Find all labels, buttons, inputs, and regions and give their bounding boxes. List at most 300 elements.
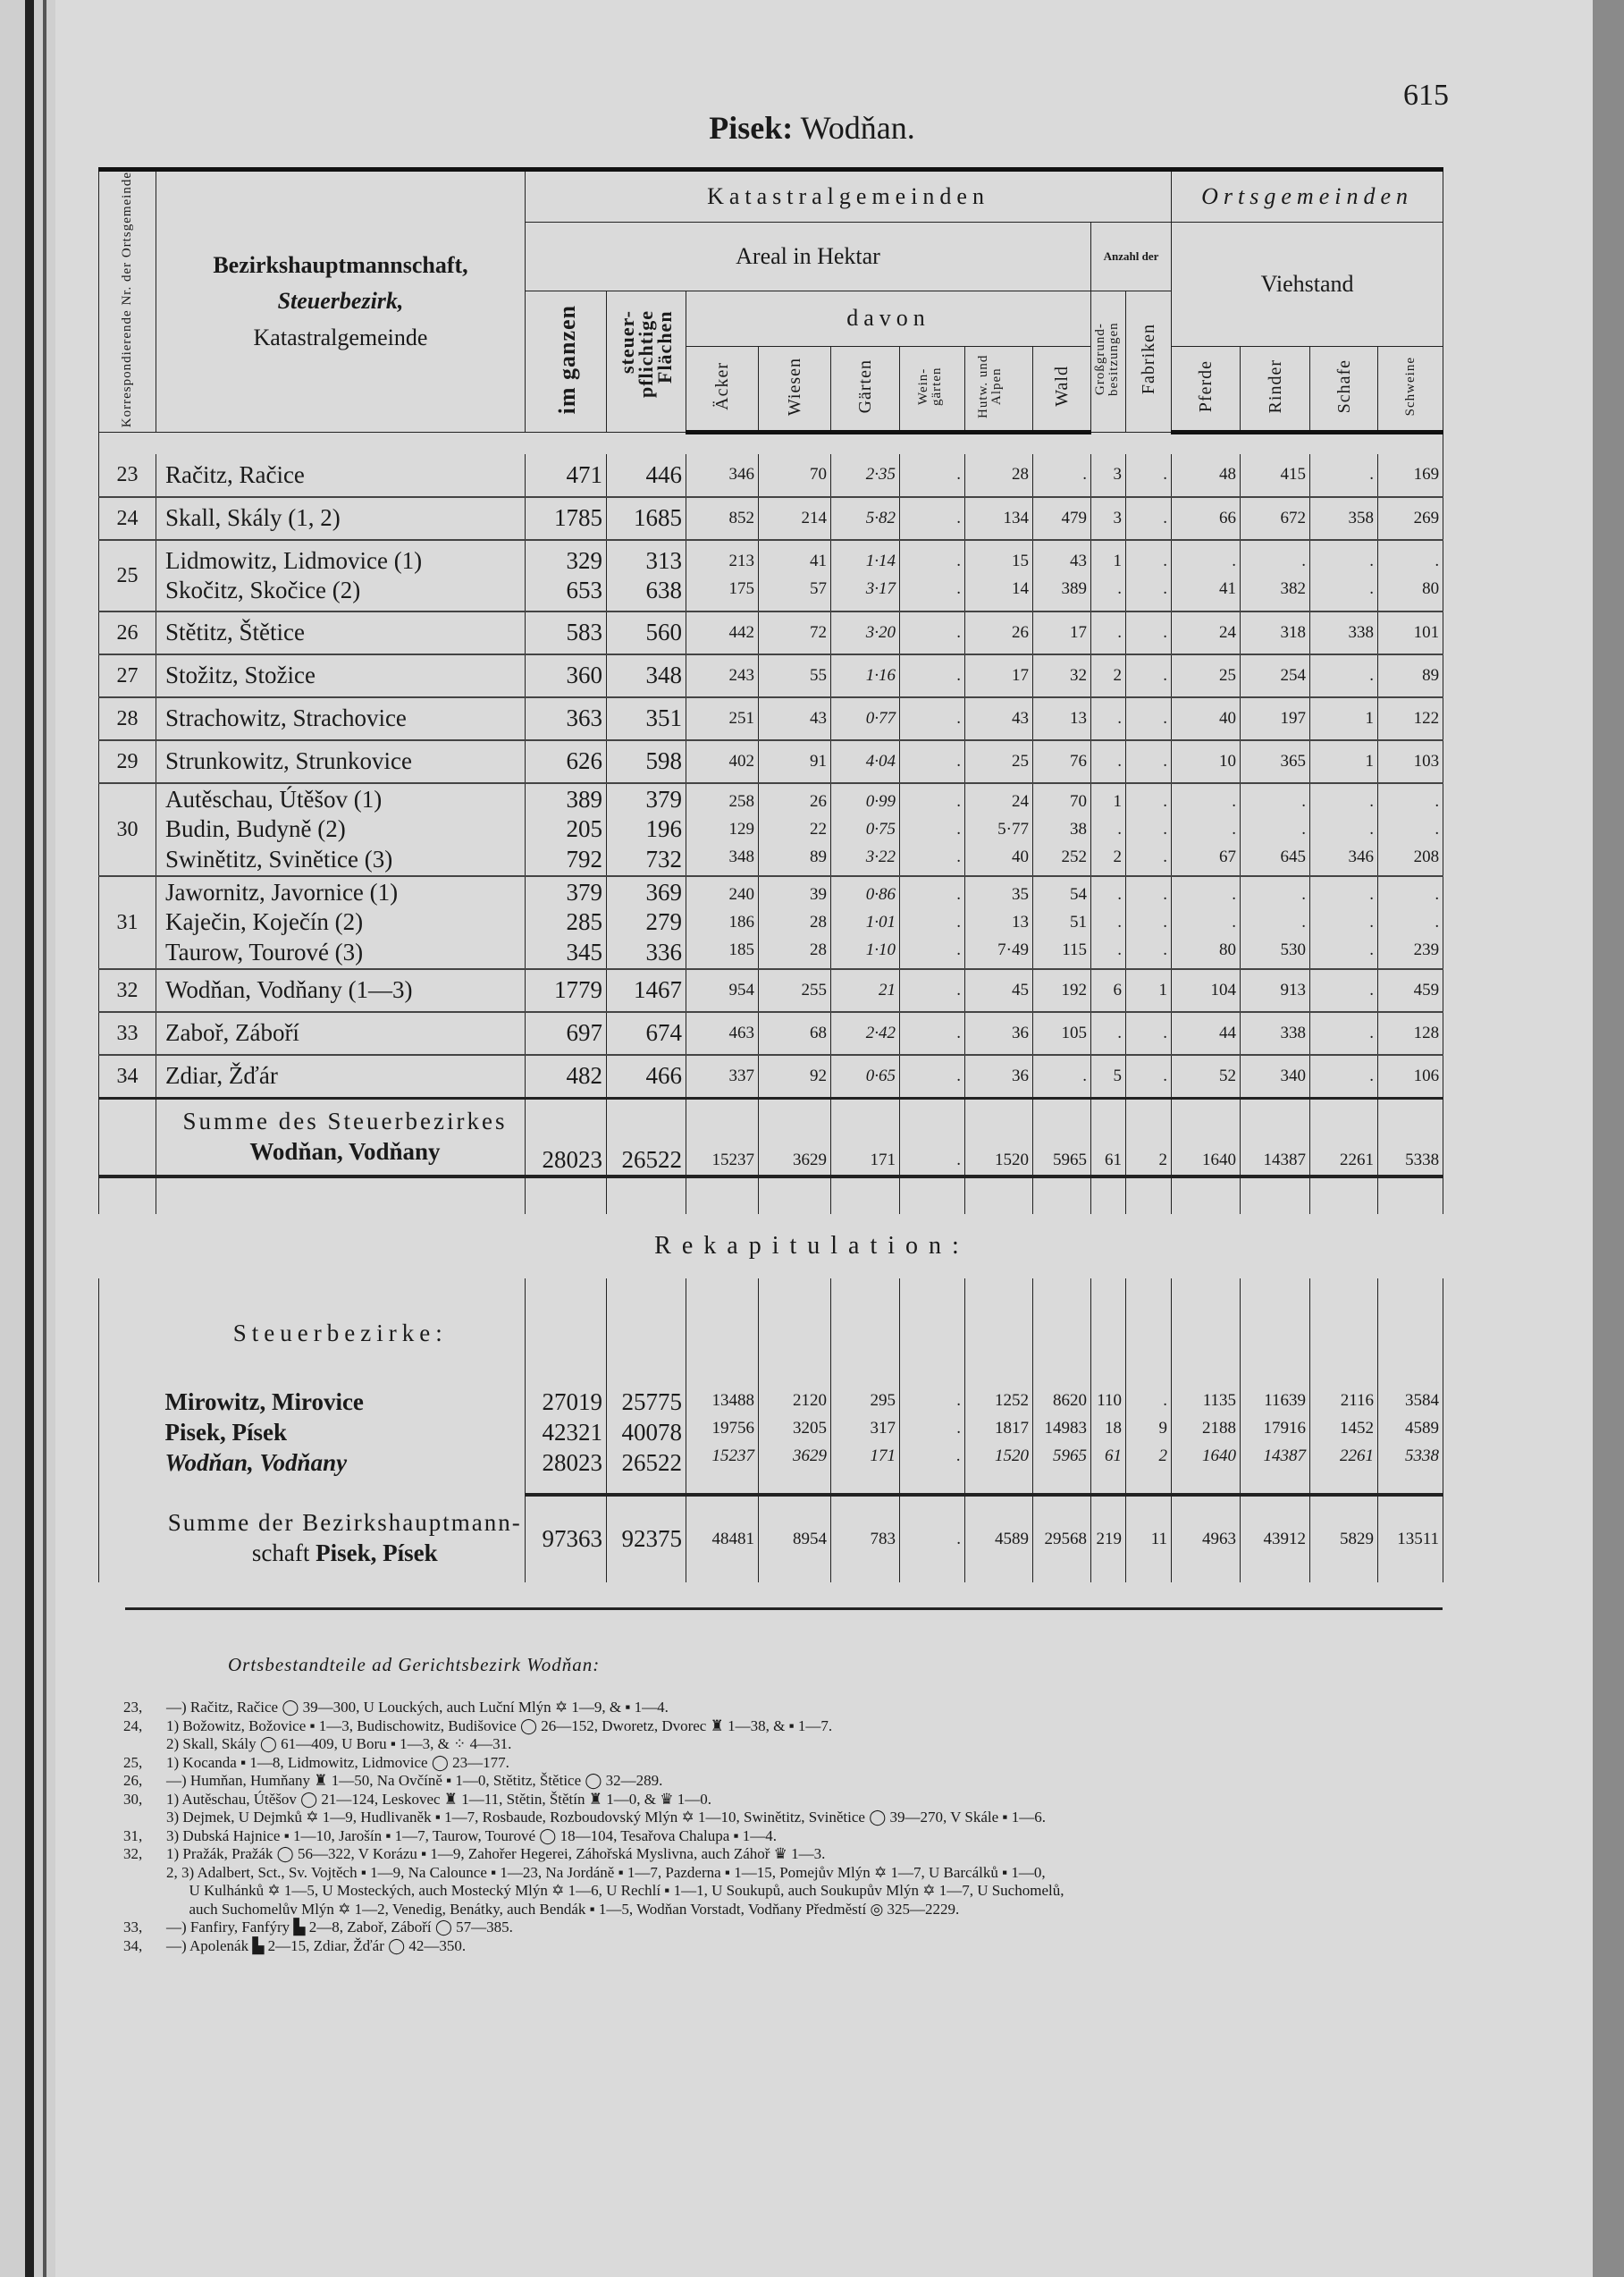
cell-wald [1033, 876, 1091, 969]
cell-fabriken [1126, 1098, 1172, 1176]
cell-rinder [1241, 740, 1310, 783]
recap-value-hutweiden: 1817 [995, 1418, 1029, 1438]
value-gaerten: 0·86 [865, 884, 896, 904]
cell-weingaerten [900, 654, 965, 697]
cell-weingaerten [900, 969, 965, 1012]
value-hutweiden: 45 [1012, 980, 1029, 999]
value-wiesen: 55 [810, 665, 827, 685]
recap-cell-wiesen [759, 1387, 831, 1495]
value-im-ganzen: 1779 [554, 976, 602, 1004]
recap-value-aecker: 13488 [711, 1391, 754, 1410]
value-grossgrund: . [1117, 622, 1122, 642]
footnote-text: —) Humňan, Humňany ♜ 1—50, Na Ovčíně ▪ 1—0, Stětitz, Štětice ◯ 32—289. [166, 1772, 663, 1789]
cell-gaerten [831, 654, 900, 697]
header-viehstand: Viehstand [1172, 223, 1443, 347]
value-wiesen: 92 [810, 1066, 827, 1085]
cell-fabriken [1126, 783, 1172, 876]
value-gaerten: 21 [879, 980, 896, 999]
cell-pferde [1172, 876, 1241, 969]
footnote-line [123, 1827, 777, 1845]
footnote-line [123, 1809, 1046, 1826]
value-schweine: . [1435, 912, 1440, 932]
value-pferde: 25 [1219, 665, 1237, 685]
recap-cell-pferde [1172, 1387, 1241, 1495]
cell-steuerpflichtig [607, 783, 686, 876]
cell-steuerpflichtig [607, 454, 686, 497]
value-schafe: . [1369, 579, 1375, 599]
recap-value-weingaerten: . [956, 1418, 961, 1438]
recap-summary-value-grossgrund: 219 [1096, 1529, 1122, 1548]
value-rinder: . [1301, 552, 1307, 571]
cell-steuerpflichtig [607, 1055, 686, 1098]
row-name-cell [156, 969, 526, 1012]
cell-schafe [1310, 697, 1378, 740]
value-steuerpflichtig: 466 [645, 1062, 682, 1090]
value-gaerten: 1·01 [865, 912, 896, 932]
cell-aecker [686, 454, 759, 497]
value-schweine: 101 [1413, 622, 1440, 642]
recap-value-schweine: 4589 [1405, 1418, 1439, 1438]
cell-schafe [1310, 1012, 1378, 1055]
cell-hutweiden [965, 540, 1033, 611]
cell-schweine [1378, 540, 1443, 611]
cell-rinder [1241, 1055, 1310, 1098]
value-fabriken: . [1163, 847, 1168, 866]
value-wiesen: 70 [810, 465, 827, 485]
katastralgemeinde-name: Budin, Budyně (2) [165, 815, 346, 843]
value-gaerten: 2·42 [865, 1023, 896, 1042]
cell-im-ganzen [526, 1012, 607, 1055]
recap-summary-value-schafe: 5829 [1340, 1529, 1374, 1548]
recap-cell-steuerpflichtig [607, 1387, 686, 1495]
cell-grossgrund [1091, 654, 1126, 697]
footnote-line [123, 1791, 711, 1809]
page-title [0, 109, 1624, 147]
recap-cell-schweine [1378, 1387, 1443, 1495]
cell-fabriken [1126, 876, 1172, 969]
cell-aecker [686, 654, 759, 697]
value-grossgrund: 3 [1113, 508, 1122, 527]
header-col-schweine: Schweine [1378, 347, 1443, 433]
value-steuerpflichtig: 196 [645, 815, 682, 843]
value-aecker: 346 [728, 465, 754, 485]
value-aecker: 129 [728, 819, 754, 839]
value-aecker: 251 [728, 708, 754, 728]
row-name-cell [156, 1055, 526, 1098]
row-name-cell [156, 783, 526, 876]
recap-value-rinder: 14387 [1263, 1446, 1306, 1465]
value-im-ganzen: 363 [566, 704, 602, 732]
cell-im-ganzen [526, 611, 607, 654]
cell-weingaerten [900, 454, 965, 497]
value-pferde: 10 [1219, 751, 1237, 771]
value-wald: 192 [1061, 980, 1087, 999]
value-fabriken: . [1163, 622, 1168, 642]
cell-weingaerten [900, 876, 965, 969]
footnote-line [123, 1864, 1046, 1882]
value-grossgrund: 3 [1113, 465, 1122, 485]
value-gaerten: 0·77 [865, 708, 896, 728]
recap-summary-value-schweine: 13511 [1397, 1529, 1439, 1548]
recap-value-gaerten: 317 [870, 1418, 896, 1438]
cell-im-ganzen [526, 969, 607, 1012]
cell-rinder [1241, 783, 1310, 876]
value-gaerten: 1·16 [865, 665, 896, 685]
cell-steuerpflichtig [607, 540, 686, 611]
value-rinder: 338 [1280, 1023, 1307, 1042]
recap-summary-cell-aecker [686, 1495, 759, 1582]
recap-summary-cell-weingaerten [900, 1495, 965, 1582]
value-fabriken: . [1163, 708, 1168, 728]
value-gaerten: 1·10 [865, 940, 896, 959]
recap-value-hutweiden: 1252 [995, 1391, 1029, 1410]
cell-gaerten [831, 497, 900, 540]
recap-summary-value-pferde: 4963 [1202, 1529, 1236, 1548]
value-fabriken: 2 [1158, 1151, 1168, 1170]
value-rinder: 645 [1280, 847, 1307, 866]
value-schweine: 80 [1422, 579, 1440, 599]
value-wiesen: 89 [810, 847, 827, 866]
footnote-text: 3) Dubská Hajnice ▪ 1—10, Jarošín ▪ 1—7, Taurow, Tourové ◯ 18—104, Tesařova Chalupa ▪ 1—4. [166, 1826, 778, 1844]
recap-cell-aecker [686, 1387, 759, 1495]
recap-value-schafe: 2261 [1340, 1446, 1374, 1465]
value-fabriken: . [1163, 508, 1168, 527]
value-pferde: 104 [1210, 980, 1237, 999]
cell-steuerpflichtig [607, 1012, 686, 1055]
cell-im-ganzen [526, 497, 607, 540]
cell-grossgrund [1091, 1055, 1126, 1098]
cell-grossgrund [1091, 1012, 1126, 1055]
value-im-ganzen: 345 [566, 939, 602, 966]
value-grossgrund: 61 [1105, 1151, 1122, 1170]
cell-wald [1033, 540, 1091, 611]
value-pferde: 24 [1219, 622, 1237, 642]
cell-rinder [1241, 654, 1310, 697]
cell-wiesen [759, 740, 831, 783]
cell-wald [1033, 740, 1091, 783]
value-wald: 43 [1070, 552, 1087, 571]
recap-rows [99, 1387, 1443, 1495]
recap-summary-value-rinder: 43912 [1263, 1529, 1306, 1548]
recap-value-hutweiden: 1520 [995, 1446, 1029, 1465]
recap-summary-cell-wiesen [759, 1495, 831, 1582]
value-im-ganzen: 379 [566, 878, 602, 906]
recap-summary-cell-im-ganzen [526, 1495, 607, 1582]
recap-cell-gaerten [831, 1387, 900, 1495]
cell-grossgrund [1091, 1098, 1126, 1176]
value-steuerpflichtig: 369 [645, 878, 682, 906]
cell-gaerten [831, 540, 900, 611]
value-schweine: . [1435, 552, 1440, 571]
footnote-number: 23, [123, 1699, 143, 1716]
value-im-ganzen: 1785 [554, 504, 602, 532]
value-wiesen: 72 [810, 622, 827, 642]
header-anzahl: Anzahl der [1091, 223, 1172, 291]
value-rinder: 318 [1280, 622, 1307, 642]
recap-cell-wald [1033, 1387, 1091, 1495]
value-pferde: 41 [1219, 579, 1237, 599]
value-weingaerten: . [956, 1023, 961, 1042]
value-wald: 115 [1062, 940, 1087, 959]
cell-schafe [1310, 783, 1378, 876]
footnote-line [123, 1901, 959, 1919]
cell-pferde [1172, 497, 1241, 540]
row-name-cell [156, 540, 526, 611]
footnote-line [123, 1717, 832, 1735]
value-im-ganzen: 626 [566, 747, 602, 775]
row-name-cell [156, 654, 526, 697]
cell-grossgrund [1091, 876, 1126, 969]
row-number: 26 [99, 611, 156, 654]
table-row [99, 1055, 1443, 1098]
cell-rinder [1241, 1098, 1310, 1176]
cell-wiesen [759, 876, 831, 969]
cell-hutweiden [965, 454, 1033, 497]
cell-wiesen [759, 497, 831, 540]
value-grossgrund: . [1117, 1023, 1122, 1042]
cell-pferde [1172, 454, 1241, 497]
recap-cell-fabriken [1126, 1387, 1172, 1495]
recap-summary-cell-rinder [1241, 1495, 1310, 1582]
value-hutweiden: 28 [1012, 465, 1029, 485]
value-steuerpflichtig: 560 [645, 619, 682, 646]
summary-label-line1: Summe des Steuerbezirkes [182, 1108, 508, 1135]
value-im-ganzen: 28023 [542, 1145, 602, 1173]
value-grossgrund: . [1117, 751, 1122, 771]
recap-summary-value-steuerpflichtig: 92375 [621, 1525, 682, 1553]
katastralgemeinde-name: Swinětitz, Svinětice (3) [165, 846, 393, 873]
value-wiesen: 22 [810, 819, 827, 839]
header-name: Bezirkshauptmannschaft, Steuerbezirk, Katastralgemeinde [156, 170, 526, 433]
value-fabriken: . [1163, 791, 1168, 811]
value-gaerten: 4·04 [865, 751, 896, 771]
value-grossgrund: 1 [1113, 791, 1122, 811]
value-schafe: . [1369, 465, 1375, 485]
value-aecker: 15237 [711, 1151, 754, 1170]
table-row [99, 540, 1443, 611]
cell-rinder [1241, 611, 1310, 654]
header-col-grossgrund: Großgrund-besitzungen [1091, 291, 1126, 433]
cell-wiesen [759, 1098, 831, 1176]
cell-fabriken [1126, 1012, 1172, 1055]
value-weingaerten: . [956, 622, 961, 642]
value-hutweiden: 36 [1012, 1066, 1029, 1085]
value-grossgrund: 1 [1113, 552, 1122, 571]
value-schafe: . [1369, 884, 1375, 904]
footnote-number: 33, [123, 1919, 143, 1935]
cell-steuerpflichtig [607, 654, 686, 697]
value-gaerten: 171 [870, 1151, 896, 1170]
value-weingaerten: . [956, 1151, 961, 1170]
value-schafe: . [1369, 940, 1375, 959]
footnote-line [123, 1937, 466, 1955]
cell-pferde [1172, 1012, 1241, 1055]
value-weingaerten: . [956, 579, 961, 599]
value-wiesen: 28 [810, 940, 827, 959]
row-number: 29 [99, 740, 156, 783]
cell-steuerpflichtig [607, 876, 686, 969]
table-row [99, 876, 1443, 969]
cell-schweine [1378, 611, 1443, 654]
value-wald: 389 [1061, 579, 1087, 599]
value-rinder: 365 [1280, 751, 1307, 771]
row-number: 27 [99, 654, 156, 697]
katastralgemeinde-name: Zaboř, Záboří [165, 1019, 299, 1047]
row-name-cell [156, 876, 526, 969]
value-pferde: . [1232, 884, 1237, 904]
value-schafe: . [1369, 1066, 1375, 1085]
value-wald: 479 [1061, 508, 1087, 527]
value-weingaerten: . [956, 751, 961, 771]
value-schafe: . [1369, 665, 1375, 685]
cell-gaerten [831, 454, 900, 497]
cell-wald [1033, 783, 1091, 876]
cell-rinder [1241, 454, 1310, 497]
cell-schafe [1310, 540, 1378, 611]
footnote-number: 32, [123, 1845, 143, 1862]
value-aecker: 402 [728, 751, 754, 771]
cell-schweine [1378, 740, 1443, 783]
recap-summary-value-fabriken: 11 [1150, 1529, 1167, 1548]
value-schweine: 89 [1422, 665, 1440, 685]
katastralgemeinde-name: Autěschau, Útěšov (1) [165, 785, 383, 813]
recap-value-grossgrund: 61 [1105, 1446, 1122, 1465]
value-pferde: 67 [1219, 847, 1237, 866]
cell-weingaerten [900, 497, 965, 540]
cell-wiesen [759, 611, 831, 654]
cell-hutweiden [965, 1012, 1033, 1055]
cell-wald [1033, 454, 1091, 497]
recap-value-im-ganzen: 42321 [542, 1418, 602, 1446]
katastralgemeinde-name: Wodňan, Vodňany (1—3) [165, 976, 413, 1004]
value-grossgrund: 2 [1113, 847, 1122, 866]
value-im-ganzen: 471 [566, 460, 602, 488]
value-schweine: 103 [1413, 751, 1440, 771]
value-schafe: 346 [1348, 847, 1375, 866]
footnote-text: 2) Skall, Skály ◯ 61—409, U Boru ▪ 1—3, & ⁘ 4—31. [166, 1735, 512, 1752]
recap-value-wald: 5965 [1053, 1446, 1087, 1465]
table-bottom-rule [125, 1607, 1443, 1610]
recap-value-rinder: 11639 [1264, 1391, 1306, 1410]
header-col-wiesen: Wiesen [759, 347, 831, 433]
cell-steuerpflichtig [607, 969, 686, 1012]
value-gaerten: 5·82 [865, 508, 896, 527]
value-wald: . [1082, 465, 1087, 485]
value-aecker: 337 [728, 1066, 754, 1085]
table-row [99, 611, 1443, 654]
recap-summary-cell-schafe [1310, 1495, 1378, 1582]
cell-gaerten [831, 876, 900, 969]
recap-value-gaerten: 295 [870, 1391, 896, 1410]
steuerbezirke-label: Steuerbezirke: [156, 1278, 526, 1387]
value-gaerten: 0·65 [865, 1066, 896, 1085]
value-schweine: 128 [1413, 1023, 1440, 1042]
value-steuerpflichtig: 351 [645, 704, 682, 732]
cell-wiesen [759, 1055, 831, 1098]
scan-binding-edge [25, 0, 34, 2277]
value-steuerpflichtig: 379 [645, 785, 682, 813]
row-name-cell [156, 1012, 526, 1055]
value-hutweiden: 14 [1012, 579, 1029, 599]
table-row [99, 454, 1443, 497]
value-aecker: 852 [728, 508, 754, 527]
value-im-ganzen: 205 [566, 815, 602, 843]
cell-schafe [1310, 611, 1378, 654]
value-schafe: 2261 [1340, 1151, 1375, 1170]
value-wiesen: 255 [801, 980, 827, 999]
recap-summary-value-wiesen: 8954 [793, 1529, 827, 1548]
recap-value-schafe: 2116 [1340, 1391, 1374, 1410]
spacer-row [99, 1176, 1443, 1214]
cell-weingaerten [900, 540, 965, 611]
value-grossgrund: . [1117, 819, 1122, 839]
cell-grossgrund [1091, 611, 1126, 654]
value-pferde: . [1232, 819, 1237, 839]
cell-schweine [1378, 497, 1443, 540]
cell-aecker [686, 497, 759, 540]
cell-wald [1033, 1055, 1091, 1098]
row-number: 33 [99, 1012, 156, 1055]
cell-gaerten [831, 969, 900, 1012]
value-hutweiden: 1520 [995, 1151, 1029, 1170]
value-weingaerten: . [956, 847, 961, 866]
value-wald: 54 [1070, 884, 1087, 904]
value-steuerpflichtig: 1685 [634, 504, 682, 532]
row-name-cell [156, 740, 526, 783]
recap-cell-weingaerten [900, 1387, 965, 1495]
cell-pferde [1172, 740, 1241, 783]
value-gaerten: 3·22 [865, 847, 896, 866]
value-aecker: 213 [728, 552, 754, 571]
value-schweine: 208 [1413, 847, 1440, 866]
table-row [99, 783, 1443, 876]
value-gaerten: 2·35 [865, 465, 896, 485]
recap-value-aecker: 19756 [711, 1418, 754, 1438]
recap-value-weingaerten: . [956, 1391, 961, 1410]
row-number: 25 [99, 540, 156, 611]
value-wiesen: 26 [810, 791, 827, 811]
cell-hutweiden [965, 654, 1033, 697]
footnote-text: 1) Božowitz, Božovice ▪ 1—3, Budischowitz, Budišovice ◯ 26—152, Dworetz, Dvorec ♜ 1—38, & ▪ 1—7. [166, 1716, 833, 1734]
cell-gaerten [831, 783, 900, 876]
value-gaerten: 0·99 [865, 791, 896, 811]
value-schweine: . [1435, 791, 1440, 811]
cell-wiesen [759, 654, 831, 697]
cell-weingaerten [900, 611, 965, 654]
cell-steuerpflichtig [607, 497, 686, 540]
cell-hutweiden [965, 783, 1033, 876]
cell-im-ganzen [526, 697, 607, 740]
value-hutweiden: 35 [1012, 884, 1029, 904]
cell-fabriken [1126, 1055, 1172, 1098]
katastralgemeinde-name: Strunkowitz, Strunkovice [165, 747, 412, 775]
header-col-fabriken: Fabriken [1126, 291, 1172, 433]
value-pferde: 80 [1219, 940, 1237, 959]
value-schafe: 358 [1348, 508, 1375, 527]
value-hutweiden: 5·77 [997, 819, 1029, 839]
footnote-number: 26, [123, 1772, 143, 1789]
footnote-line [123, 1754, 509, 1772]
value-pferde: . [1232, 552, 1237, 571]
cell-steuerpflichtig [607, 611, 686, 654]
recap-names [156, 1387, 526, 1495]
value-hutweiden: 134 [1003, 508, 1029, 527]
value-fabriken: . [1163, 819, 1168, 839]
recap-table [98, 1278, 1443, 1582]
katastralgemeinde-name: Skall, Skály (1, 2) [165, 504, 341, 532]
footnote-number: 34, [123, 1936, 143, 1954]
cell-fabriken [1126, 969, 1172, 1012]
